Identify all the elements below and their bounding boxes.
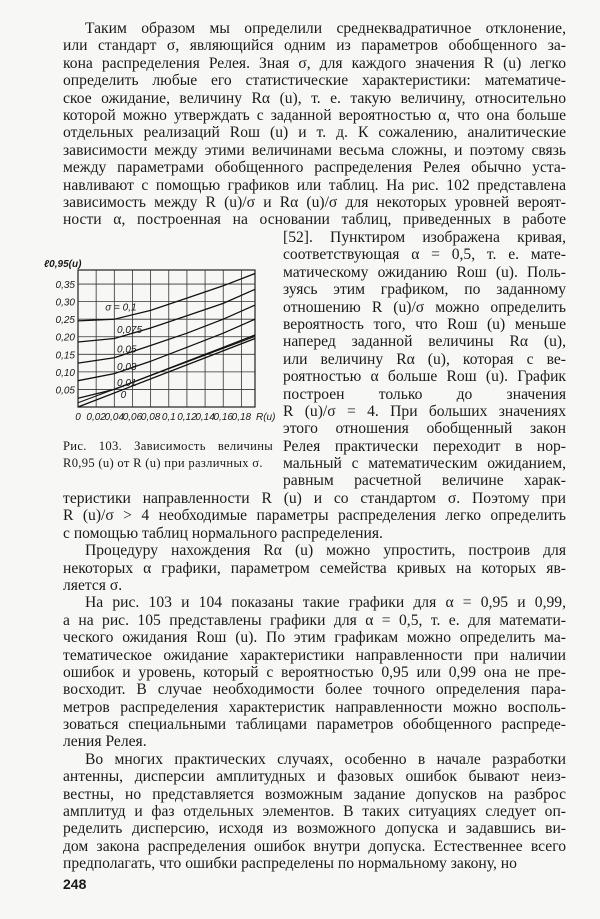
text-line: восходит. В случае необходимости более точного определения пара- [63, 681, 566, 699]
figure-caption [63, 438, 273, 473]
text-line: вестны, но представляется возможным задание допусков на разброс [63, 785, 566, 803]
text-line: построен только до значения [283, 385, 566, 403]
text-line: предполагать, что ошибки распределены по нормальному закону, но [63, 855, 517, 873]
series-label: 0 [120, 390, 127, 402]
wrapped-paragraph-column [283, 229, 566, 490]
series-line [78, 339, 255, 408]
text-line: Таким образом мы определили среднеквадратичное отклонение, [85, 20, 566, 37]
text-line: отдельных реализаций Rош (u) и т. д. К сожалению, аналитические [63, 124, 566, 142]
text-line: ности α, построенная на основании таблиц, приведенных в работе [63, 211, 566, 229]
text-line: кона распределения Релея. Зная σ, для каждого значения R (u) легко [63, 54, 566, 72]
x-tick-label: 0,12 [177, 412, 197, 423]
text-line: некоторых α графики, параметром семейства кривых на которых яв- [63, 559, 566, 577]
text-line: антенны, дисперсии амплитудных и фазовых ошибок бывают неиз- [63, 768, 566, 786]
text-line: равным расчетной величине харак- [283, 472, 566, 490]
x-tick-label: 0,02 [86, 412, 106, 423]
page-number: 248 [63, 876, 87, 892]
text-line: дом закона распределения ошибок внутри допуска. Естественнее всего [63, 837, 566, 855]
caption-line: R0,95 (u) от R (u) при различных σ. [63, 456, 263, 471]
series-line [78, 274, 255, 321]
series-line-dashed-mean [78, 336, 255, 402]
text-line: зависимости между этими величинами весьма сложны, и поэтому связь [63, 141, 566, 159]
text-line: которой можно утверждать с заданной вероятностью α, что она больше [63, 106, 566, 124]
text-line: роятностью α больше Rош (u). График [283, 368, 566, 386]
text-line: мальный с математическим ожиданием, [283, 455, 566, 473]
x-tick-label: 0 [75, 412, 81, 423]
text-line: соответствующая α = 0,5, т. е. мате- [283, 246, 566, 264]
text-line: R (u)/σ = 4. При больших значениях [283, 402, 566, 420]
text-line: зависимость между R (u)/σ и Rα (u)/σ для некоторых уровней вероят- [63, 193, 566, 211]
text-line: а на рис. 105 представлены графики для α = 0,5, т. е. для математи- [63, 611, 566, 629]
x-tick-label: 0,14 [195, 412, 215, 423]
series-line [78, 289, 255, 342]
text-line: метров распределения характеристик направленности можно восполь- [63, 698, 566, 716]
text-line: между параметрами обобщенного распределения Релея обычно уста- [63, 159, 566, 177]
text-line: теристики направленности R (u) и со стандартом σ. Поэтому при [63, 490, 566, 507]
text-line: с помощью таблиц нормального распределения. [63, 524, 383, 542]
series-label: 0,03 [117, 362, 137, 374]
text-line: зоваться специальными таблицами параметров обобщенного распреде- [63, 716, 566, 734]
text-line: матическому ожиданию Rош (u). Поль- [283, 263, 566, 281]
text-line: ления Релея. [63, 733, 147, 751]
x-tick-label: 0,16 [213, 412, 233, 423]
y-tick-label: 0,15 [55, 350, 75, 362]
series-label: 0,075 [117, 325, 143, 337]
series-line [78, 335, 255, 398]
text-line: навливают с помощью графиков или таблиц. На рис. 102 представлена [63, 176, 566, 194]
y-axis-label: ℓ0,95(u) [44, 259, 82, 270]
text-line: ляется σ. [63, 576, 123, 594]
text-line: ское ожидание, величину Rα (u), т. е. такую величину, относительно [63, 89, 566, 107]
body-paragraphs [63, 490, 566, 873]
text-line: [52]. Пунктиром изображена кривая, [283, 229, 566, 246]
text-line: амплитуд и фаз отдельных элементов. В таких ситуациях следует оп- [63, 803, 566, 821]
y-tick-label: 0,20 [55, 332, 75, 344]
text-line: Процедуру нахождения Rα (u) можно упростить, построив для [85, 542, 566, 560]
text-line: вероятность того, что Rош (u) меньше [283, 315, 566, 333]
text-line: этого отношения обобщенный закон [283, 420, 566, 438]
y-tick-label: 0,30 [55, 297, 75, 309]
x-tick-label: 0,08 [140, 412, 161, 423]
caption-line: Рис. 103. Зависимость величины [63, 439, 273, 453]
text-line: наперед заданной величины Rα (u), [283, 333, 566, 351]
text-line: Релея практически переходит в нор- [283, 437, 566, 455]
series-label: 0,05 [117, 344, 137, 356]
x-tick-label: 0,06 [122, 412, 143, 423]
x-tick-label: 0,18 [231, 412, 252, 423]
y-tick-label: 0,35 [55, 280, 75, 292]
text-line: ределить дисперсию, исходя из возможного допуска и задавшись ви- [63, 820, 566, 838]
text-line: ошибок и уровень, который с вероятностью 0,95 или 0,99 она не пре- [63, 663, 566, 681]
y-tick-label: 0,25 [55, 315, 75, 327]
text-line: ческого ожидания Rош (u). По этим графикам можно определить ма- [63, 629, 566, 647]
y-tick-label: 0,10 [55, 367, 75, 379]
text-line: зуясь этим графиком, по заданному [283, 281, 566, 299]
text-line: Во многих практических случаях, особенно в начале разработки [85, 750, 566, 768]
text-line: или величину Rα (u), которая с ве- [283, 350, 566, 368]
text-line: отношению R (u)/σ можно определить [283, 298, 566, 316]
text-line: тематическое ожидание характеристики направленности при наличии [63, 646, 566, 664]
x-axis-label: R(u) [256, 412, 276, 423]
series-label: σ = 0,1 [105, 302, 137, 314]
x-tick-label: 0,04 [104, 412, 125, 423]
figure-103-chart [40, 250, 280, 430]
series-label: 0,01 [117, 377, 137, 389]
top-paragraph [63, 20, 566, 229]
text-line: На рис. 103 и 104 показаны такие графики для α = 0,95 и 0,99, [85, 594, 566, 612]
text-line: или стандарт σ, являющийся одним из параметров обобщенного за- [63, 37, 566, 55]
text-line: определить любые его статистические характеристики: математиче- [63, 72, 566, 90]
text-line: R (u)/σ > 4 необходимые параметры распределения легко определить [63, 507, 566, 525]
plot-frame [78, 270, 255, 407]
y-tick-label: 0,05 [55, 385, 75, 397]
x-tick-label: 0,1 [161, 412, 176, 423]
